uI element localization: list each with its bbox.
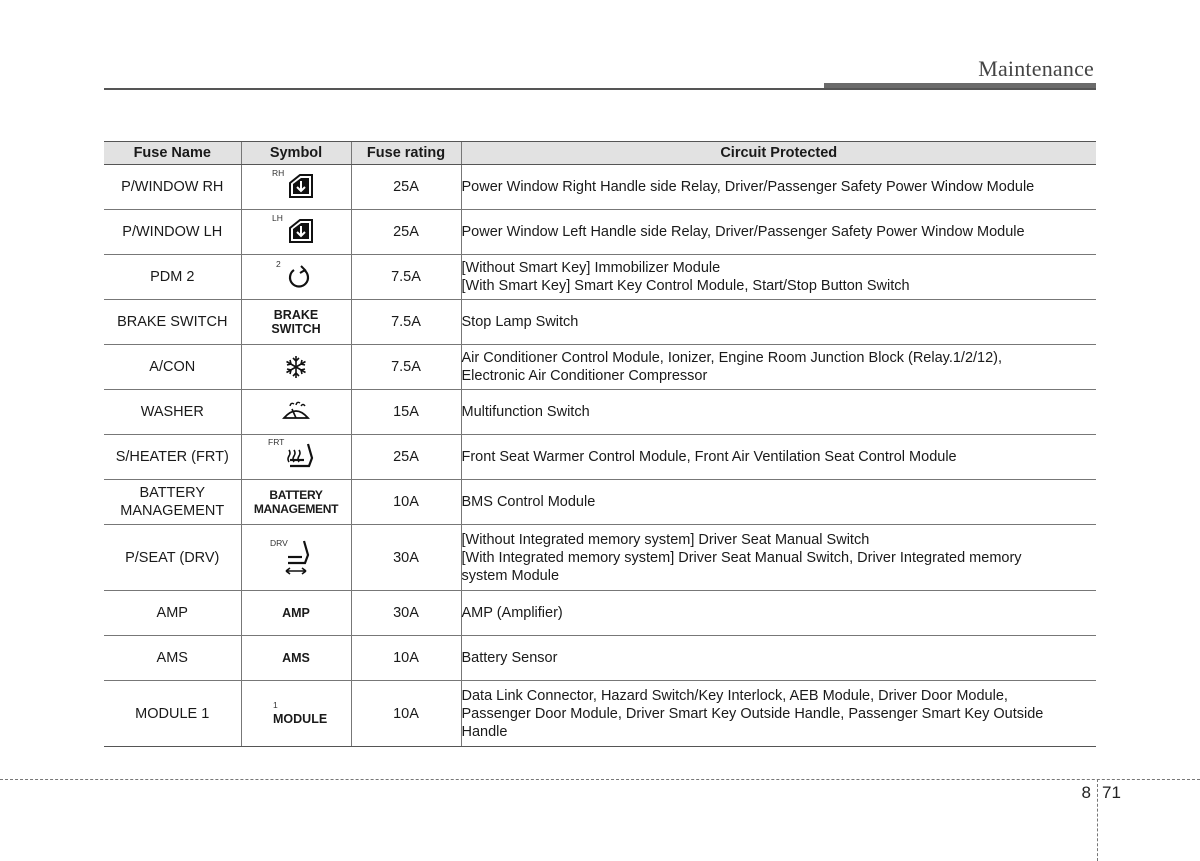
- power-window-symbol: [266, 166, 326, 204]
- fuse-name-cell: AMP: [104, 591, 241, 636]
- table-header-row: [104, 142, 1096, 165]
- symbol-tag: 2: [276, 259, 281, 269]
- fuse-rating-cell: 25A: [351, 435, 461, 480]
- symbol-cell: [241, 480, 351, 525]
- power-seat-icon: [282, 539, 314, 577]
- fuse-rating-cell: 7.5A: [351, 255, 461, 300]
- table-row: [104, 681, 1096, 747]
- fuse-name-cell: MODULE 1: [104, 681, 241, 747]
- seat-heater-icon: [282, 442, 316, 470]
- symbol-cell: [241, 210, 351, 255]
- symbol-text-line: SWITCH: [271, 321, 321, 336]
- circuit-cell: AMP (Amplifier): [461, 591, 1096, 636]
- circuit-line: [With Smart Key] Smart Key Control Module, Start/Stop Button Switch: [461, 278, 910, 294]
- symbol-cell: [241, 345, 351, 390]
- fuse-name-cell: WASHER: [104, 390, 241, 435]
- symbol-cell: [241, 300, 351, 345]
- table-row: [104, 300, 1096, 345]
- circuit-line: system Module: [461, 567, 560, 584]
- symbol-tag: FRT: [268, 437, 285, 447]
- section-number: 8: [1081, 783, 1091, 802]
- fuse-rating-cell: 7.5A: [351, 300, 461, 345]
- fuse-rating-cell: 10A: [351, 636, 461, 681]
- fuse-name-cell: A/CON: [104, 345, 241, 390]
- circuit-line: Passenger Door Module, Driver Smart Key Outside Handle, Passenger Smart Key Outside: [461, 705, 1044, 722]
- fuse-rating-cell: 30A: [351, 525, 461, 591]
- symbol-cell: [241, 255, 351, 300]
- table-row: [104, 435, 1096, 480]
- power-seat-symbol: [266, 533, 326, 579]
- footer-dashed-rule: [0, 779, 1200, 780]
- column-header-symbol: Symbol: [241, 142, 351, 165]
- fuse-rating-cell: 25A: [351, 210, 461, 255]
- power-start-symbol: [266, 256, 326, 294]
- symbol-text: AMS: [282, 651, 310, 665]
- symbol-text: [254, 488, 338, 516]
- table-row: [104, 480, 1096, 525]
- column-header-fuse-name: Fuse Name: [104, 142, 241, 165]
- circuit-cell: [461, 681, 1096, 747]
- symbol-cell: [241, 165, 351, 210]
- page-header-title: Maintenance: [978, 56, 1094, 81]
- circuit-cell: Front Seat Warmer Control Module, Front Air Ventilation Seat Control Module: [461, 435, 1096, 480]
- symbol-tag: DRV: [270, 537, 288, 548]
- circuit-line: Data Link Connector, Hazard Switch/Key Interlock, AEB Module, Driver Door Module,: [461, 687, 1008, 704]
- circuit-cell: [461, 525, 1096, 591]
- fuse-name-line: MANAGEMENT: [120, 503, 225, 519]
- fuse-rating-cell: 10A: [351, 480, 461, 525]
- circuit-cell: Power Window Right Handle side Relay, Driver/Passenger Safety Power Window Module: [461, 165, 1096, 210]
- fuse-name-cell: S/HEATER (FRT): [104, 435, 241, 480]
- circuit-cell: Multifunction Switch: [461, 390, 1096, 435]
- symbol-text: [271, 308, 320, 336]
- fuse-rating-cell: 10A: [351, 681, 461, 747]
- header-rule: [104, 88, 1096, 90]
- fuse-rating-cell: 7.5A: [351, 345, 461, 390]
- washer-icon: [281, 400, 311, 424]
- fuse-rating-cell: 15A: [351, 390, 461, 435]
- symbol-text-line: MANAGEMENT: [253, 501, 339, 516]
- symbol-tag: 1: [273, 699, 278, 710]
- circuit-line: Air Conditioner Control Module, Ionizer, Engine Room Junction Block (Relay.1/2/12),: [461, 350, 1003, 366]
- symbol-cell: [241, 435, 351, 480]
- power-start-icon: [286, 264, 312, 290]
- fuse-name-cell: [104, 480, 241, 525]
- fuse-name-cell: AMS: [104, 636, 241, 681]
- snowflake-icon: [283, 354, 309, 380]
- fuse-name-line: BATTERY: [139, 485, 206, 501]
- power-window-icon: [288, 173, 314, 199]
- fuse-name-cell: P/WINDOW LH: [104, 210, 241, 255]
- circuit-cell: Battery Sensor: [461, 636, 1096, 681]
- table-row: [104, 210, 1096, 255]
- circuit-line: Handle: [461, 723, 508, 740]
- symbol-tag: RH: [272, 168, 285, 178]
- circuit-line: Electronic Air Conditioner Compressor: [461, 368, 708, 384]
- circuit-cell: Power Window Left Handle side Relay, Driver/Passenger Safety Power Window Module: [461, 210, 1096, 255]
- circuit-cell: [461, 255, 1096, 300]
- table-row: [104, 165, 1096, 210]
- power-window-icon: [288, 218, 314, 244]
- circuit-cell: Stop Lamp Switch: [461, 300, 1096, 345]
- circuit-line: [With Integrated memory system] Driver Seat Manual Switch, Driver Integrated memory: [461, 549, 1022, 566]
- table-row: [104, 591, 1096, 636]
- symbol-cell: [241, 525, 351, 591]
- fuse-name-cell: BRAKE SWITCH: [104, 300, 241, 345]
- seat-heater-symbol: [266, 436, 326, 474]
- module-symbol: [261, 692, 331, 732]
- table-row: [104, 390, 1096, 435]
- column-header-fuse-rating: Fuse rating: [351, 142, 461, 165]
- symbol-cell: [241, 681, 351, 747]
- circuit-line: [Without Integrated memory system] Driver Seat Manual Switch: [461, 531, 870, 548]
- table-row: [104, 636, 1096, 681]
- fuse-name-cell: PDM 2: [104, 255, 241, 300]
- symbol-cell: [241, 390, 351, 435]
- symbol-cell: [241, 591, 351, 636]
- symbol-tag: LH: [272, 213, 283, 223]
- column-header-circuit-protected: Circuit Protected: [461, 142, 1096, 165]
- fuse-rating-cell: 25A: [351, 165, 461, 210]
- table-row: [104, 345, 1096, 390]
- symbol-text: AMP: [282, 606, 310, 620]
- fuse-table: [104, 141, 1096, 747]
- symbol-text-line: BATTERY: [269, 487, 323, 502]
- table-row: [104, 255, 1096, 300]
- fuse-rating-cell: 30A: [351, 591, 461, 636]
- fuse-name-cell: P/SEAT (DRV): [104, 525, 241, 591]
- table-row: [104, 525, 1096, 591]
- symbol-cell: [241, 636, 351, 681]
- symbol-text-line: BRAKE: [273, 307, 319, 322]
- power-window-symbol: [266, 211, 326, 249]
- circuit-cell: BMS Control Module: [461, 480, 1096, 525]
- circuit-cell: [461, 345, 1096, 390]
- symbol-text: MODULE: [273, 711, 328, 726]
- fuse-name-cell: P/WINDOW RH: [104, 165, 241, 210]
- page-number: 71: [1102, 783, 1121, 802]
- circuit-line: [Without Smart Key] Immobilizer Module: [461, 260, 721, 276]
- footer-page-divider: [1097, 779, 1098, 861]
